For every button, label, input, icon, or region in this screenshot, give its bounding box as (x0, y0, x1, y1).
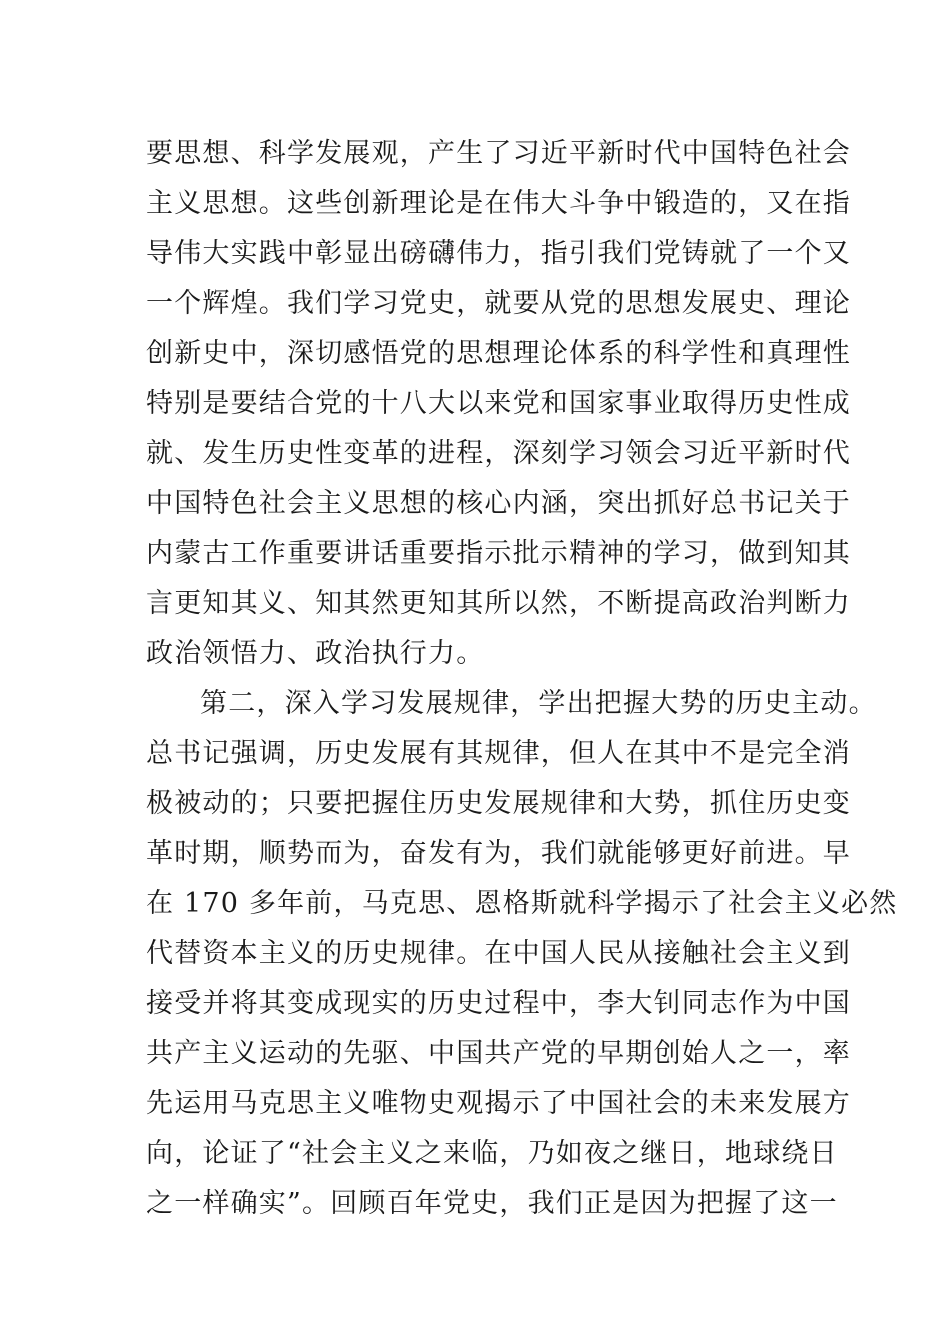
text-line: 就、发生历史性变革的进程，深刻学习领会习近平新时代 (146, 438, 851, 469)
text-line: 先运用马克思主义唯物史观揭示了中国社会的未来发展方 (146, 1088, 851, 1119)
text-line: 创新史中，深切感悟党的思想理论体系的科学性和真理性 (146, 338, 851, 369)
text-line: 特别是要结合党的十八大以来党和国家事业取得历史性成 (146, 388, 851, 419)
body-text (146, 129, 898, 1229)
text-line: 极被动的；只要把握住历史发展规律和大势，抓住历史变 (146, 788, 851, 819)
text-line: 一个辉煌。我们学习党史，就要从党的思想发展史、理论 (146, 288, 851, 319)
text-line: 主义思想。这些创新理论是在伟大斗争中锻造的，又在指 (146, 188, 851, 219)
text-line: 接受并将其变成现实的历史过程中，李大钊同志作为中国 (146, 988, 851, 1019)
text-line: 之一样确实”。回顾百年党史，我们正是因为把握了这一 (146, 1188, 838, 1219)
text-line: 总书记强调，历史发展有其规律，但人在其中不是完全消 (146, 738, 851, 769)
text-line: 在 170 多年前，马克思、恩格斯就科学揭示了社会主义必然 (146, 888, 898, 919)
text-line: 革时期，顺势而为，奋发有为，我们就能够更好前进。早 (146, 838, 851, 869)
text-line: 要思想、科学发展观，产生了习近平新时代中国特色社会 (146, 138, 851, 169)
text-line: 共产主义运动的先驱、中国共产党的早期创始人之一，率 (146, 1038, 851, 1069)
text-line: 向，论证了“社会主义之来临，乃如夜之继日，地球绕日 (146, 1138, 838, 1169)
text-line: 中国特色社会主义思想的核心内涵，突出抓好总书记关于 (146, 488, 851, 519)
text-line: 代替资本主义的历史规律。在中国人民从接触社会主义到 (146, 938, 851, 969)
text-line: 导伟大实践中彰显出磅礴伟力，指引我们党铸就了一个又 (146, 238, 851, 269)
text-line: 言更知其义、知其然更知其所以然，不断提高政治判断力 (146, 588, 851, 619)
text-line: 内蒙古工作重要讲话重要指示批示精神的学习，做到知其 (146, 538, 851, 569)
paragraph-start-line: 第二，深入学习发展规律，学出把握大势的历史主动。 (200, 688, 877, 719)
text-line: 政治领悟力、政治执行力。 (146, 638, 485, 669)
